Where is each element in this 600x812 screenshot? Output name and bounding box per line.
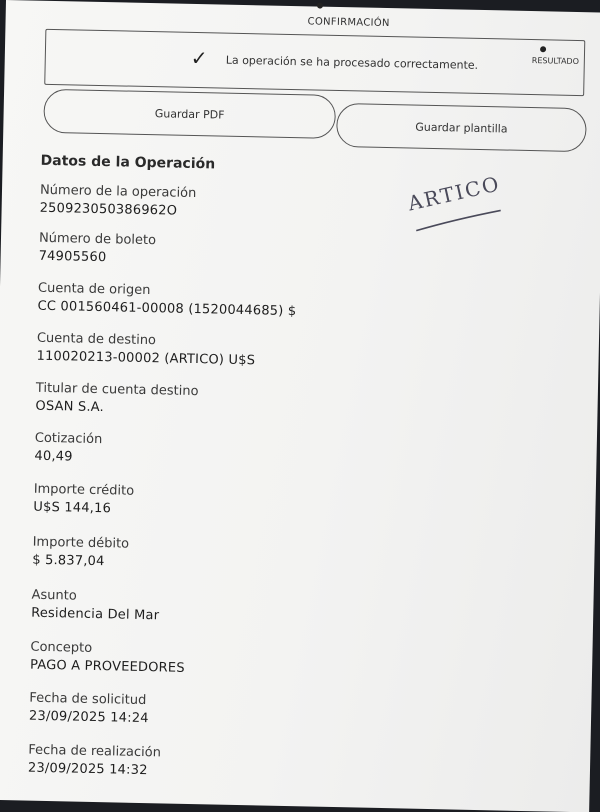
field-destination-holder: Titular de cuenta destino OSAN S.A. — [35, 380, 199, 416]
handwritten-note: ARTICO — [407, 180, 502, 206]
handwritten-underline — [414, 205, 505, 237]
save-pdf-button[interactable]: Guardar PDF — [43, 89, 336, 139]
save-template-button[interactable]: Guardar plantilla — [336, 103, 587, 152]
field-concept: Concepto PAGO A PROVEEDORES — [29, 639, 185, 676]
field-operation-number: Número de la operación 250923050386962O — [39, 182, 197, 219]
field-origin-account: Cuenta de origen CC 001560461-00008 (1520044685) $ — [37, 280, 297, 320]
step-result-label: RESULTADO — [531, 56, 580, 67]
field-ticket-number: Número de boleto 74905560 — [38, 230, 157, 266]
step-confirm-label: CONFIRMACIÓN — [307, 16, 390, 30]
field-subject: Asunto Residencia Del Mar — [31, 587, 160, 624]
field-destination-account: Cuenta de destino 110020213-00002 (ARTICO) U$S — [36, 330, 256, 369]
success-message: La operación se ha procesado correctamente. — [225, 53, 479, 72]
field-request-date: Fecha de solicitud 23/09/2025 14:24 — [28, 690, 149, 727]
section-title: Datos de la Operación — [40, 152, 216, 173]
step-confirm-dot — [317, 3, 323, 9]
success-banner — [44, 29, 585, 96]
field-completion-date: Fecha de realización 23/09/2025 14:32 — [27, 742, 162, 779]
field-exchange-rate: Cotización 40,49 — [34, 430, 103, 465]
field-debit-amount: Importe débito $ 5.837,04 — [32, 534, 130, 570]
field-credit-amount: Importe crédito U$S 144,16 — [33, 481, 135, 517]
checkmark-icon: ✓ — [190, 45, 208, 71]
